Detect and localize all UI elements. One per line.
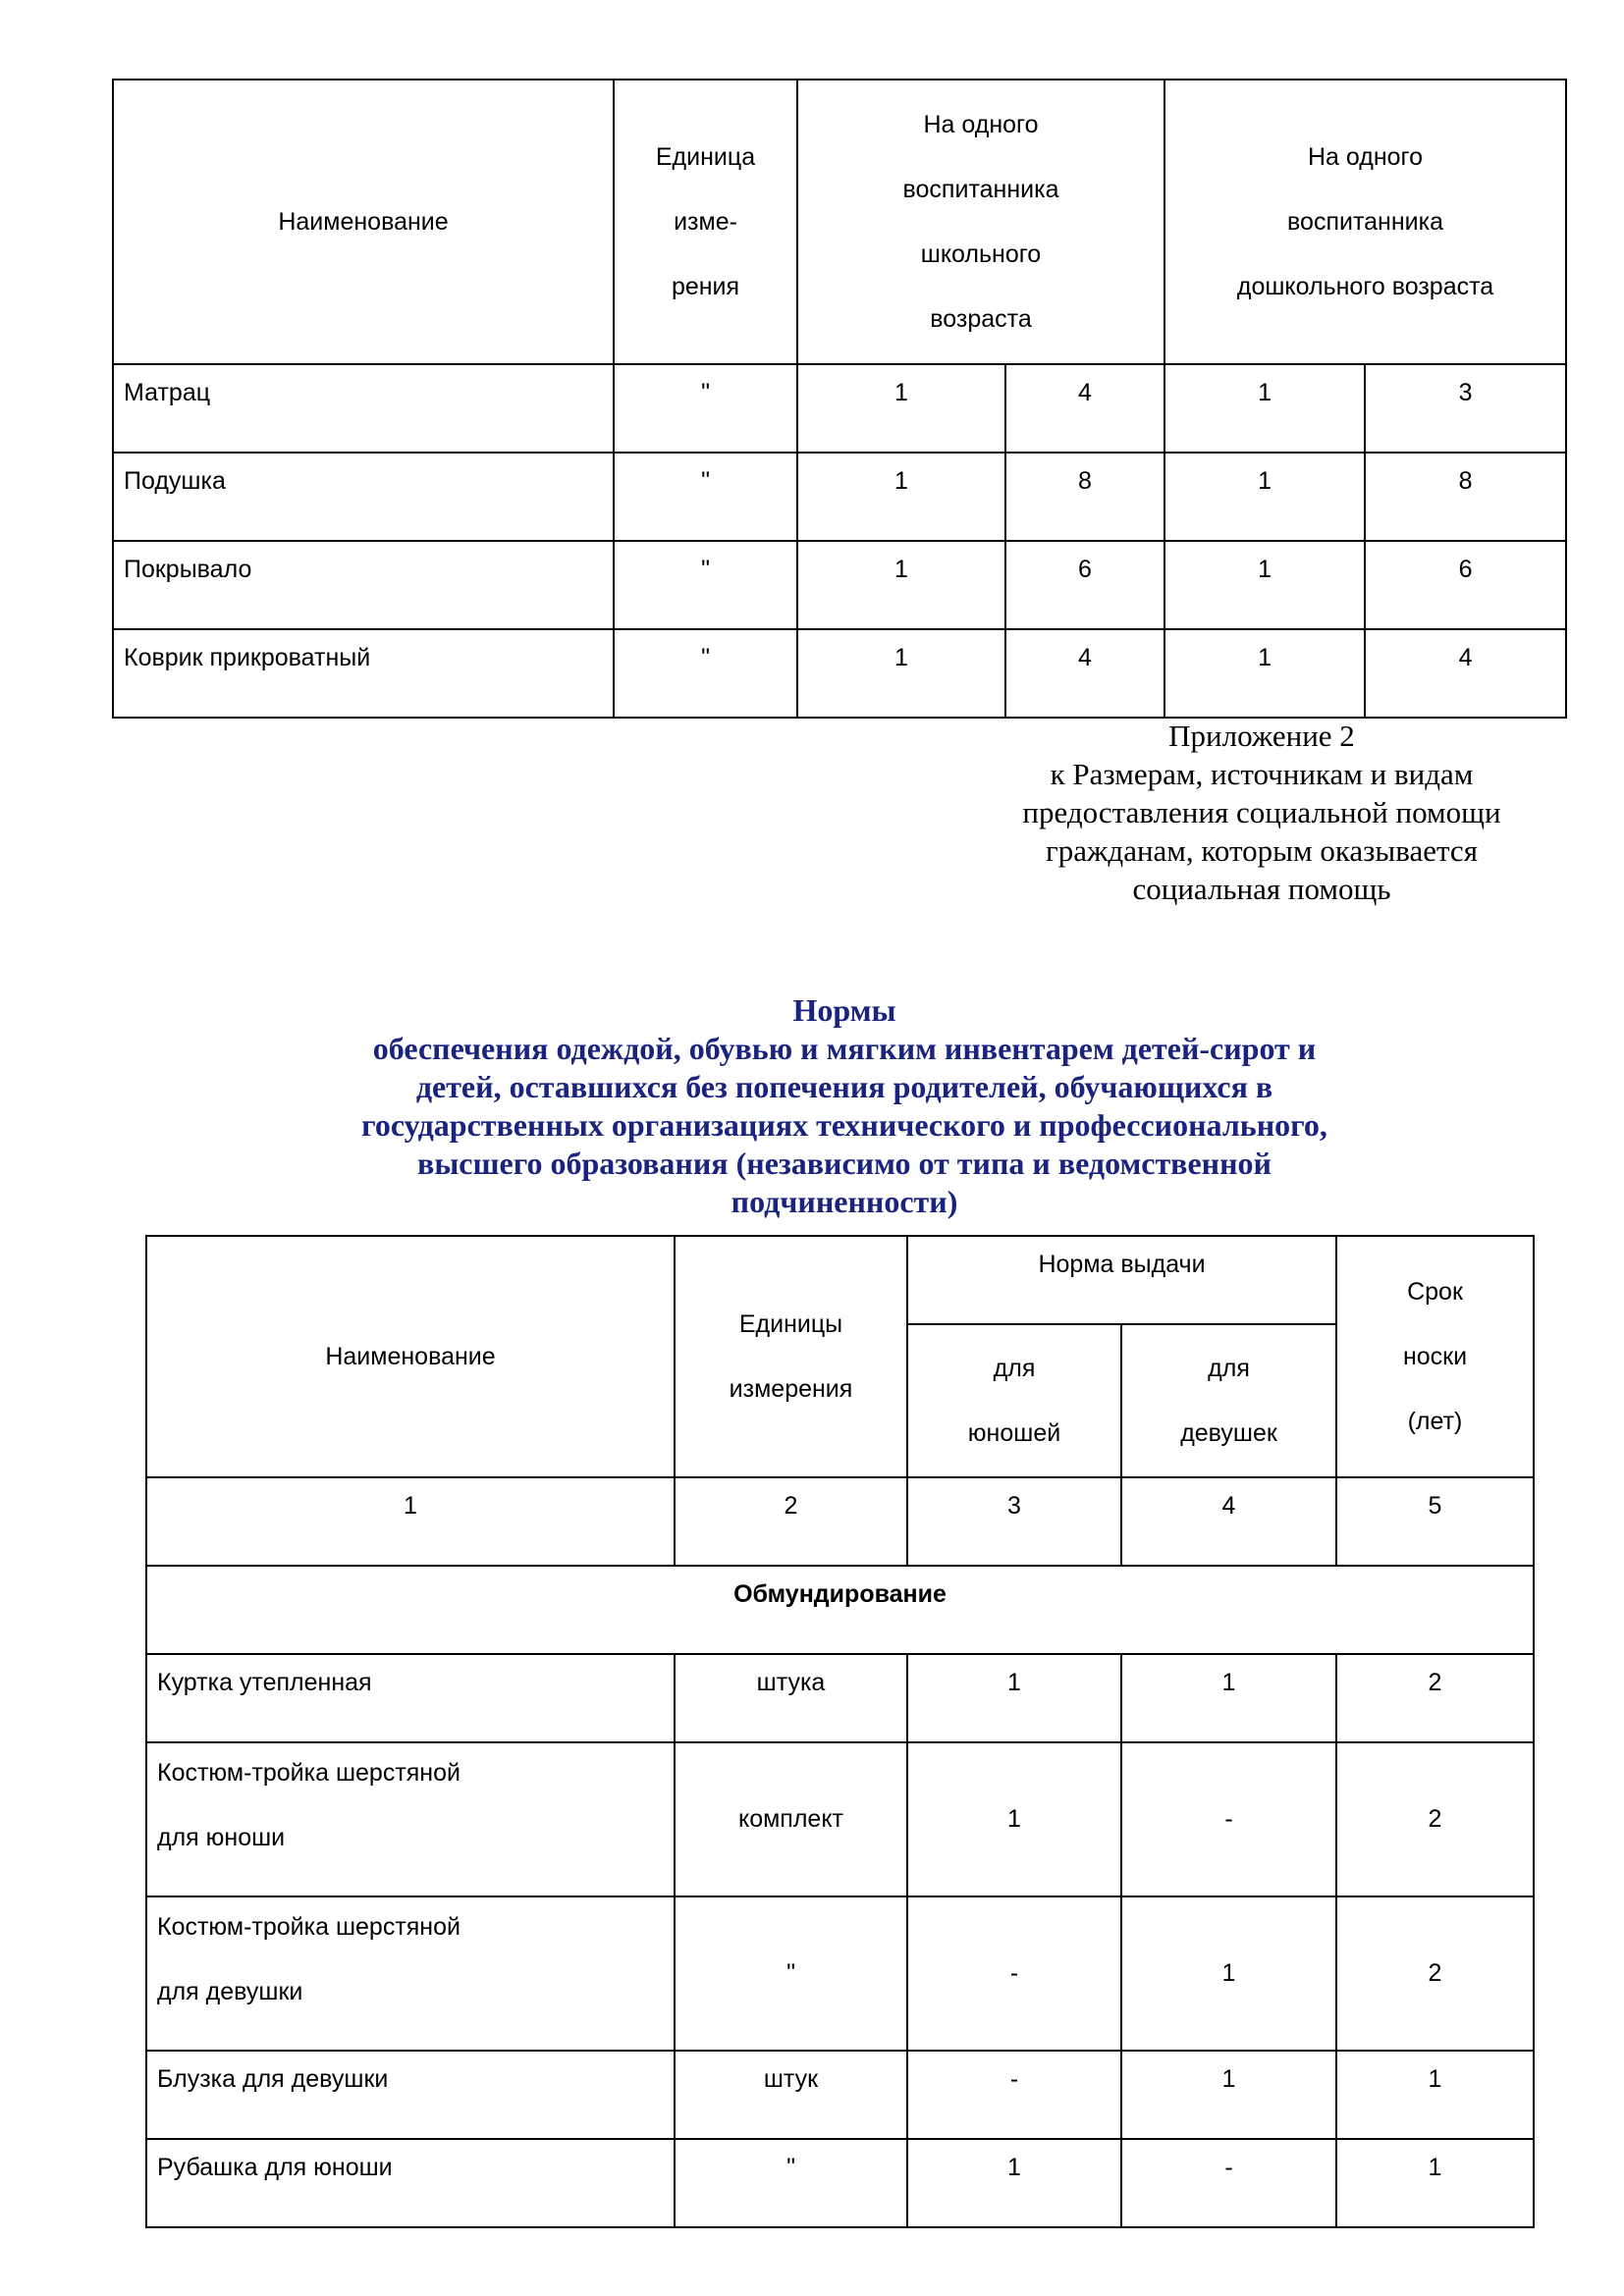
table-row bbox=[113, 541, 1566, 629]
row-value: 8 bbox=[1365, 453, 1566, 541]
row-value: 1 bbox=[1164, 541, 1365, 629]
row-value: 1 bbox=[907, 1742, 1121, 1896]
row-name: Подушка bbox=[113, 453, 614, 541]
table-row bbox=[113, 629, 1566, 718]
row-name: Рубашка для юноши bbox=[146, 2139, 675, 2227]
row-unit: штук bbox=[675, 2051, 907, 2139]
header-unit: Единицы измерения bbox=[675, 1236, 907, 1477]
header-preschool-age: На одного воспитанника дошкольного возраста bbox=[1164, 80, 1566, 364]
row-value: 1 bbox=[1164, 629, 1365, 718]
row-value: 4 bbox=[1005, 629, 1164, 718]
row-value: 1 bbox=[797, 629, 1005, 718]
header-unit: Единица изме- рения bbox=[614, 80, 797, 364]
column-number-row bbox=[146, 1477, 1534, 1566]
column-number: 3 bbox=[907, 1477, 1121, 1566]
row-value: 1 bbox=[1121, 1654, 1336, 1742]
table-row bbox=[146, 2051, 1534, 2139]
row-value: 6 bbox=[1005, 541, 1164, 629]
header-name: Наименование bbox=[146, 1236, 675, 1477]
header-norm: Норма выдачи bbox=[907, 1236, 1336, 1324]
row-name: Блузка для девушки bbox=[146, 2051, 675, 2139]
row-value: 3 bbox=[1365, 364, 1566, 453]
table-row bbox=[113, 364, 1566, 453]
table-row bbox=[113, 453, 1566, 541]
row-unit: " bbox=[614, 629, 797, 718]
row-value: 1 bbox=[797, 453, 1005, 541]
row-value: 2 bbox=[1336, 1654, 1534, 1742]
table-header-row bbox=[113, 80, 1566, 364]
row-value: 1 bbox=[797, 364, 1005, 453]
row-value: 1 bbox=[1121, 2051, 1336, 2139]
row-name: Покрывало bbox=[113, 541, 614, 629]
table-row bbox=[146, 1654, 1534, 1742]
clothing-norms-table bbox=[145, 1235, 1535, 2228]
document-title: Нормы обеспечения одеждой, обувью и мягким инвентарем детей-сирот и детей, оставшихся без попечения родителей, обучающихся в государственных организациях технического и профессионального, высшего образования (независимо от типа и ведомственной подчиненности) bbox=[361, 992, 1327, 1219]
row-value: 1 bbox=[1121, 1896, 1336, 2051]
row-value: - bbox=[1121, 2139, 1336, 2227]
row-value: 1 bbox=[1164, 364, 1365, 453]
row-unit: комплект bbox=[675, 1742, 907, 1896]
appendix-note: Приложение 2 к Размерам, источникам и видам предоставления социальной помощи гражданам, которым оказывается социальная помощь bbox=[1022, 719, 1501, 906]
column-number: 2 bbox=[675, 1477, 907, 1566]
row-value: - bbox=[1121, 1742, 1336, 1896]
row-name: Куртка утепленная bbox=[146, 1654, 675, 1742]
row-value: 1 bbox=[797, 541, 1005, 629]
header-term: Срок носки (лет) bbox=[1336, 1236, 1534, 1477]
row-value: 6 bbox=[1365, 541, 1566, 629]
header-school-age: На одного воспитанника школьного возраста bbox=[797, 80, 1164, 364]
row-unit: " bbox=[614, 541, 797, 629]
header-boys: для юношей bbox=[907, 1324, 1121, 1477]
section-title: Обмундирование bbox=[146, 1566, 1534, 1654]
row-value: 8 bbox=[1005, 453, 1164, 541]
column-number: 1 bbox=[146, 1477, 675, 1566]
row-unit: " bbox=[614, 364, 797, 453]
header-name: Наименование bbox=[113, 80, 614, 364]
row-name: Матрац bbox=[113, 364, 614, 453]
table-row bbox=[146, 1742, 1534, 1896]
row-value: 1 bbox=[1164, 453, 1365, 541]
row-unit: " bbox=[675, 2139, 907, 2227]
row-unit: штука bbox=[675, 1654, 907, 1742]
row-value: 2 bbox=[1336, 1742, 1534, 1896]
table-row bbox=[146, 2139, 1534, 2227]
row-unit: " bbox=[614, 453, 797, 541]
table-row bbox=[146, 1896, 1534, 2051]
row-value: 1 bbox=[1336, 2139, 1534, 2227]
row-name: Костюм-тройка шерстяной для девушки bbox=[146, 1896, 675, 2051]
row-value: - bbox=[907, 1896, 1121, 2051]
row-value: 1 bbox=[907, 2139, 1121, 2227]
row-value: 2 bbox=[1336, 1896, 1534, 2051]
row-value: - bbox=[907, 2051, 1121, 2139]
row-value: 4 bbox=[1005, 364, 1164, 453]
row-value: 1 bbox=[1336, 2051, 1534, 2139]
row-unit: " bbox=[675, 1896, 907, 2051]
column-number: 4 bbox=[1121, 1477, 1336, 1566]
row-name: Костюм-тройка шерстяной для юноши bbox=[146, 1742, 675, 1896]
row-name: Коврик прикроватный bbox=[113, 629, 614, 718]
row-value: 1 bbox=[907, 1654, 1121, 1742]
column-number: 5 bbox=[1336, 1477, 1534, 1566]
section-row bbox=[146, 1566, 1534, 1654]
bedding-norms-table bbox=[112, 79, 1567, 719]
header-girls: для девушек bbox=[1121, 1324, 1336, 1477]
table-header-row bbox=[146, 1236, 1534, 1324]
row-value: 4 bbox=[1365, 629, 1566, 718]
